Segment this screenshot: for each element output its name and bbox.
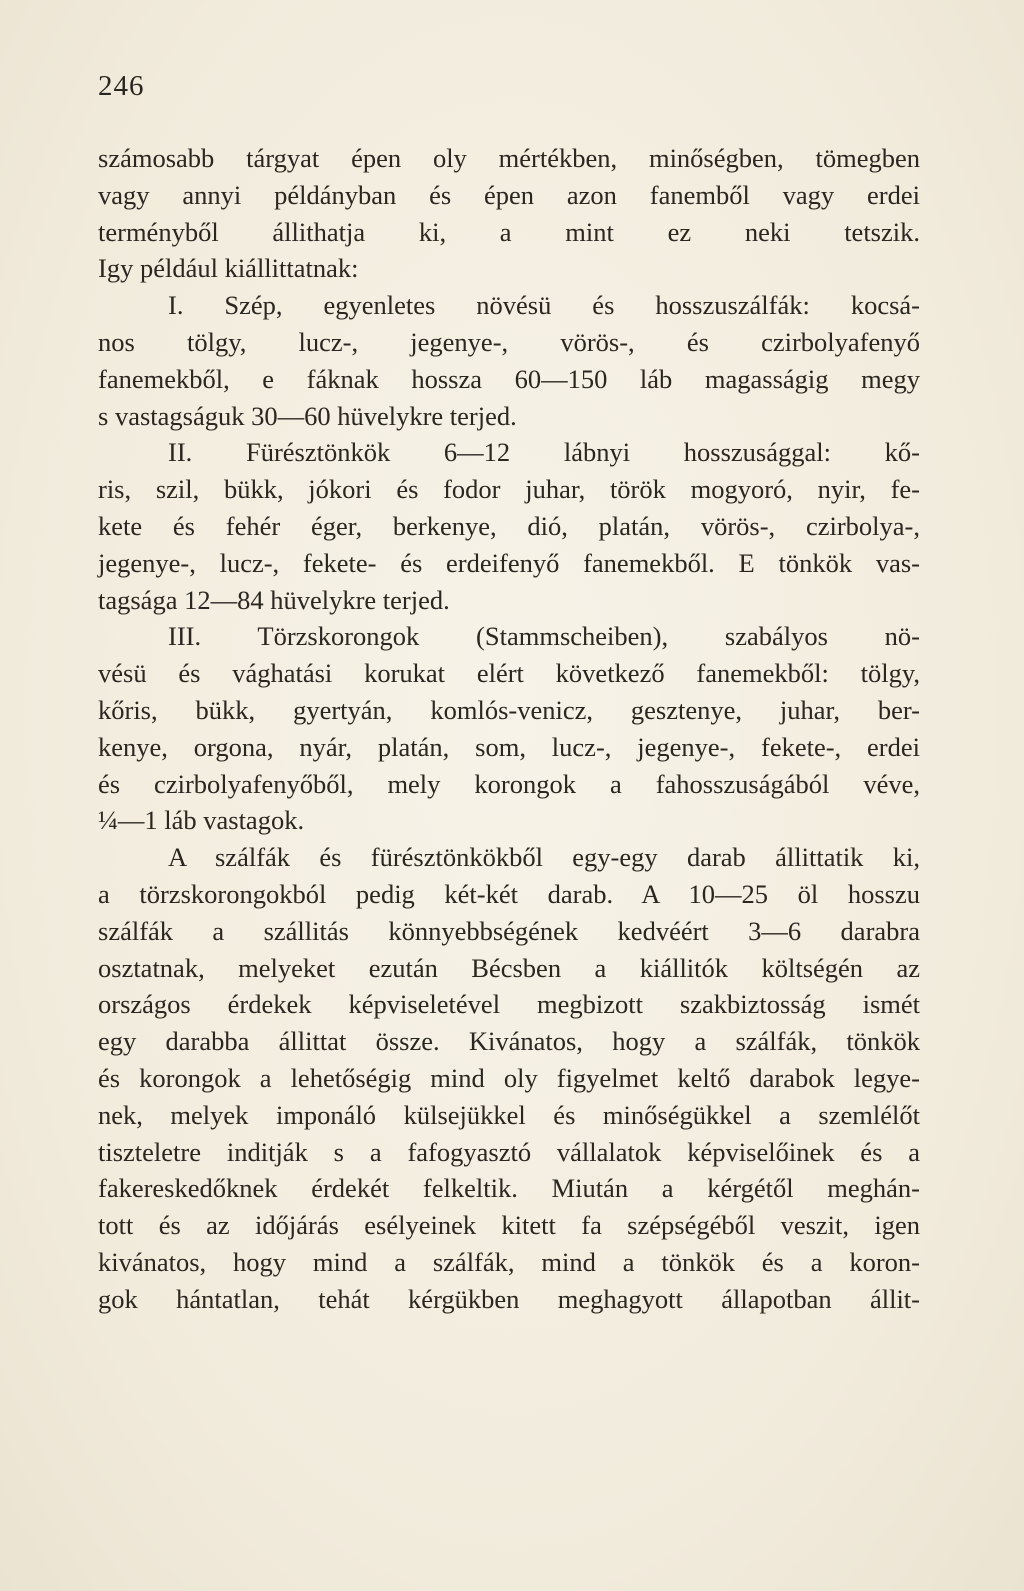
text-line: gok hántatlan, tehát kérgükben meghagyott állapotban állit- bbox=[98, 1283, 920, 1314]
text-line: s vastagságuk 30—60 hüvelykre terjed. bbox=[98, 400, 517, 431]
text-line: tagsága 12—84 hüvelykre terjed. bbox=[98, 584, 450, 615]
text-line: II. Fürésztönkök 6—12 lábnyi hosszusággal: kő- bbox=[168, 437, 920, 468]
text-line: nek, melyek imponáló külsejükkel és minőségükkel a szemlélőt bbox=[98, 1099, 920, 1130]
text-line: vagy annyi példányban és épen azon fanemből vagy erdei bbox=[98, 179, 920, 210]
text-line: jegenye-, lucz-, fekete- és erdeifenyő fanemekből. E tönkök vas- bbox=[98, 547, 920, 578]
text-line: egy darabba állittat össze. Kivánatos, hogy a szálfák, tönkök bbox=[98, 1026, 920, 1057]
text-line: kivánatos, hogy mind a szálfák, mind a tönkök és a koron- bbox=[98, 1246, 920, 1277]
text-line: kőris, bükk, gyertyán, komlós-venicz, gesztenye, juhar, ber- bbox=[98, 694, 920, 725]
text-line: és korongok a lehetőségig mind oly figyelmet keltő darabok legye- bbox=[98, 1062, 920, 1093]
text-line: Igy például kiállittatnak: bbox=[98, 253, 359, 284]
text-line: kete és fehér éger, berkenye, dió, platán, vörös-, czirbolya-, bbox=[98, 510, 920, 541]
text-line: A szálfák és fürésztönkökből egy-egy darab állittatik ki, bbox=[168, 842, 920, 873]
page-number: 246 bbox=[98, 70, 145, 102]
text-line: számosabb tárgyat épen oly mértékben, minőségben, tömegben bbox=[98, 143, 920, 173]
text-line: szálfák a szállitás könnyebbségének kedvéért 3—6 darabra bbox=[98, 915, 920, 946]
text-line: tott és az időjárás esélyeinek kitett fa szépségéből veszit, igen bbox=[98, 1210, 920, 1241]
text-line: terményből állithatja ki, a mint ez neki tetszik. bbox=[98, 216, 920, 247]
text-line: I. Szép, egyenletes növésü és hosszuszálfák: kocsá- bbox=[168, 290, 920, 321]
text-line: és czirbolyafenyőből, mely korongok a fahosszuságából véve, bbox=[98, 768, 920, 799]
text-line: tiszteletre inditják s a fafogyasztó vállalatok képviselőinek és a bbox=[98, 1136, 920, 1167]
text-line: fanemekből, e fáknak hossza 60—150 láb magasságig megy bbox=[98, 363, 920, 394]
text-line: osztatnak, melyeket ezután Bécsben a kiállitók költségén az bbox=[98, 952, 920, 983]
text-line: ris, szil, bükk, jókori és fodor juhar, török mogyoró, nyir, fe- bbox=[98, 474, 920, 505]
text-line: III. Törzskorongok (Stammscheiben), szabályos nö- bbox=[168, 621, 920, 652]
text-line: kenye, orgona, nyár, platán, som, lucz-, jegenye-, fekete-, erdei bbox=[98, 731, 920, 762]
body-text bbox=[98, 140, 920, 1318]
text-line: országos érdekek képviseletével megbizott szakbiztosság ismét bbox=[98, 989, 920, 1020]
text-line: a törzskorongokból pedig két-két darab. A 10—25 öl hosszu bbox=[98, 878, 920, 909]
text-line: nos tölgy, lucz-, jegenye-, vörös-, és czirbolyafenyő bbox=[98, 326, 920, 357]
text-line: fakereskedőknek érdekét felkeltik. Miután a kérgétől meghán- bbox=[98, 1173, 920, 1204]
text-line: ¼—1 láb vastagok. bbox=[98, 805, 305, 836]
text-line: vésü és vághatási korukat elért következő fanemekből: tölgy, bbox=[98, 658, 920, 689]
